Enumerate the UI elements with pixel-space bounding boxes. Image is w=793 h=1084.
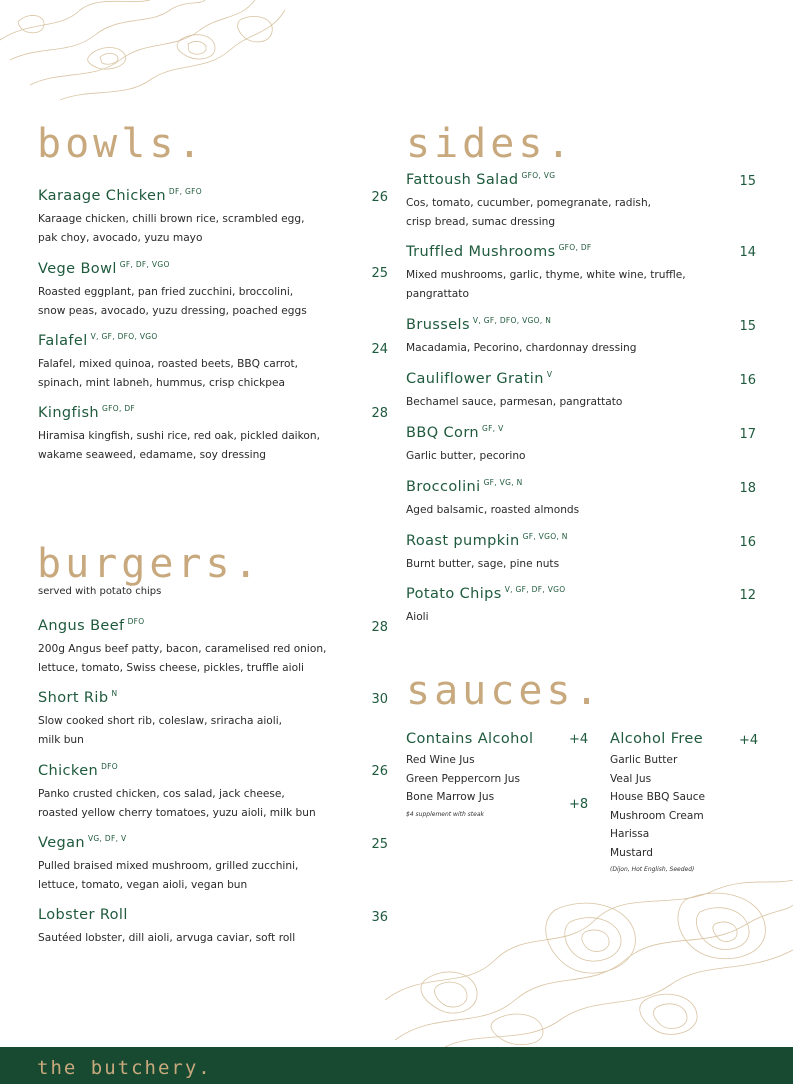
- item-description-line: Pulled braised mixed mushroom, grilled zucchini,: [38, 860, 299, 872]
- sauce-list-free: [610, 751, 705, 862]
- mustard-note: (Dijon, Hot English, Seeded): [610, 866, 695, 873]
- item-name: Vegan: [38, 835, 85, 851]
- item-name: Fattoush Salad: [406, 172, 519, 188]
- item-description-line: crisp bread, sumac dressing: [406, 215, 556, 228]
- sauce-group-title-free: Alcohol Free: [610, 731, 704, 747]
- item-description-line: 200g Angus beef patty, bacon, caramelised red onion,: [38, 643, 327, 655]
- item-description-line: Bechamel sauce, parmesan, pangrattato: [406, 396, 623, 408]
- item-name: Cauliflower Gratin: [406, 371, 544, 387]
- item-description-line: pangrattato: [406, 287, 469, 300]
- item-description-line: Aged balsamic, roasted almonds: [406, 504, 580, 516]
- item-name: Brussels: [406, 317, 470, 333]
- item-description-line: snow peas, avocado, yuzu dressing, poached eggs: [38, 304, 307, 317]
- sauce-item: Garlic Butter: [610, 754, 678, 766]
- sauce-item: Harissa: [610, 828, 650, 840]
- dietary-tags: N: [111, 689, 118, 698]
- dietary-tags: GF, V: [482, 424, 504, 433]
- sauce-item: Mushroom Cream: [610, 809, 704, 822]
- item-price: 25: [371, 266, 388, 281]
- item-name: Truffled Mushrooms: [406, 244, 556, 260]
- item-price: 12: [739, 588, 756, 603]
- item-price: 36: [371, 910, 388, 925]
- topographic-decoration-top: [0, 0, 300, 100]
- item-price: 16: [739, 535, 756, 550]
- item-description-line: roasted yellow cherry tomatoes, yuzu aioli, milk bun: [38, 806, 316, 819]
- sauce-item: Green Peppercorn Jus: [406, 772, 520, 785]
- sauce-item: Mustard: [610, 846, 653, 859]
- menu-item-cauliflower-gratin: [406, 371, 756, 416]
- item-description-line: Roasted eggplant, pan fried zucchini, broccolini,: [38, 286, 294, 298]
- item-description-line: Macadamia, Pecorino, chardonnay dressing: [406, 342, 637, 354]
- dietary-tags: V: [546, 370, 553, 379]
- menu-item-vegan: [38, 835, 388, 895]
- menu-item-truffled-mushrooms: [406, 244, 756, 304]
- sauces-heading: sauces.: [406, 668, 603, 714]
- item-name: Kingfish: [38, 405, 100, 421]
- dietary-tags: V, GF, DFO, VGO: [90, 332, 158, 341]
- item-name: Short Rib: [38, 690, 109, 706]
- sauce-group-title-alcohol: Contains Alcohol: [406, 731, 534, 747]
- item-description-line: Hiramisa kingfish, sushi rice, red oak, pickled daikon,: [38, 430, 320, 442]
- dietary-tags: GF, VGO, N: [522, 532, 568, 541]
- menu-item-kingfish: [38, 405, 388, 465]
- menu-item-brussels: [406, 317, 756, 362]
- item-price: 25: [371, 837, 388, 852]
- item-price: 26: [371, 764, 388, 779]
- item-name: Roast pumpkin: [406, 533, 520, 549]
- menu-item-roast-pumpkin: [406, 533, 756, 578]
- dietary-tags: GF, DF, VGO: [119, 260, 170, 269]
- item-name: Angus Beef: [38, 618, 125, 634]
- item-description-line: Mixed mushrooms, garlic, thyme, white wine, truffle,: [406, 269, 686, 281]
- item-description-line: wakame seaweed, edamame, soy dressing: [38, 448, 267, 461]
- item-description-line: Falafel, mixed quinoa, roasted beets, BBQ carrot,: [38, 358, 298, 370]
- item-price: 18: [739, 481, 756, 496]
- item-price: 30: [371, 692, 388, 707]
- dietary-tags: VG, DF, V: [88, 834, 127, 843]
- item-description-line: Slow cooked short rib, coleslaw, sriracha aioli,: [38, 715, 283, 727]
- sauce-price-bone-marrow: +8: [569, 797, 589, 812]
- sauce-price-free: +4: [739, 733, 759, 748]
- item-name: Chicken: [38, 763, 99, 779]
- item-description-line: Karaage chicken, chilli brown rice, scrambled egg,: [38, 213, 305, 225]
- dietary-tags: V, GF, DF, VGO: [504, 585, 566, 594]
- item-description-line: spinach, mint labneh, hummus, crisp chickpea: [38, 376, 285, 389]
- menu-item-bbq-corn: [406, 425, 756, 470]
- topographic-decoration-bottom: [385, 880, 793, 1047]
- dietary-tags: DFO: [101, 762, 119, 771]
- item-description-line: lettuce, tomato, Swiss cheese, pickles, truffle aioli: [38, 661, 304, 674]
- menu-item-chicken: [38, 763, 388, 823]
- menu-item-broccolini: [406, 479, 756, 524]
- item-price: 24: [371, 342, 388, 357]
- item-description-line: Sautéed lobster, dill aioli, arvuga caviar, soft roll: [38, 932, 296, 944]
- item-description-line: Cos, tomato, cucumber, pomegranate, radish,: [406, 197, 652, 209]
- item-price: 26: [371, 190, 388, 205]
- brand-name: the butchery.: [37, 1057, 212, 1079]
- sauce-price-alcohol: +4: [569, 732, 589, 747]
- menu-item-karaage-chicken: [38, 188, 388, 248]
- item-price: 28: [371, 620, 388, 635]
- dietary-tags: GFO, DF: [102, 404, 136, 413]
- sauce-item: Veal Jus: [610, 772, 652, 785]
- menu-item-angus-beef: [38, 618, 388, 678]
- item-price: 16: [739, 373, 756, 388]
- item-description-line: Garlic butter, pecorino: [406, 450, 526, 462]
- bowls-heading: bowls.: [37, 121, 206, 167]
- item-price: 14: [739, 245, 756, 260]
- sauce-item: Red Wine Jus: [406, 754, 475, 766]
- burgers-subtitle: served with potato chips: [38, 586, 162, 597]
- menu-item-lobster-roll: [38, 907, 388, 952]
- sauce-item: House BBQ Sauce: [610, 791, 706, 803]
- item-name: Falafel: [38, 333, 88, 349]
- dietary-tags: DF, GFO: [168, 187, 202, 196]
- menu-item-short-rib: [38, 690, 388, 750]
- sauce-item: Bone Marrow Jus: [406, 791, 495, 803]
- menu-item-fattoush-salad: [406, 172, 756, 232]
- dietary-tags: V, GF, DFO, VGO, N: [472, 316, 552, 325]
- item-price: 17: [739, 427, 756, 442]
- item-description-line: Aioli: [406, 611, 429, 623]
- item-description-line: milk bun: [38, 733, 84, 746]
- menu-item-falafel: [38, 333, 388, 393]
- supplement-note: $4 supplement with steak: [406, 811, 485, 818]
- item-name: Potato Chips: [406, 586, 502, 602]
- dietary-tags: GFO, VG: [521, 171, 556, 180]
- item-name: Vege Bowl: [38, 261, 117, 277]
- item-name: Broccolini: [406, 479, 481, 495]
- item-description-line: pak choy, avocado, yuzu mayo: [38, 231, 203, 244]
- item-description-line: lettuce, tomato, vegan aioli, vegan bun: [38, 878, 248, 891]
- item-name: BBQ Corn: [406, 425, 480, 441]
- sides-heading: sides.: [406, 121, 575, 167]
- item-price: 15: [739, 319, 756, 334]
- dietary-tags: GF, VG, N: [483, 478, 523, 487]
- menu-item-potato-chips: [406, 586, 756, 631]
- item-description-line: Burnt butter, sage, pine nuts: [406, 558, 560, 570]
- menu-item-vege-bowl: [38, 261, 388, 321]
- dietary-tags: DFO: [127, 617, 145, 626]
- burgers-heading: burgers.: [37, 541, 262, 587]
- sauce-list-alcohol: [406, 751, 520, 807]
- item-description-line: Panko crusted chicken, cos salad, jack cheese,: [38, 788, 285, 800]
- item-name: Lobster Roll: [38, 907, 128, 923]
- item-price: 28: [371, 406, 388, 421]
- dietary-tags: GFO, DF: [558, 243, 592, 252]
- item-price: 15: [739, 174, 756, 189]
- item-name: Karaage Chicken: [38, 188, 166, 204]
